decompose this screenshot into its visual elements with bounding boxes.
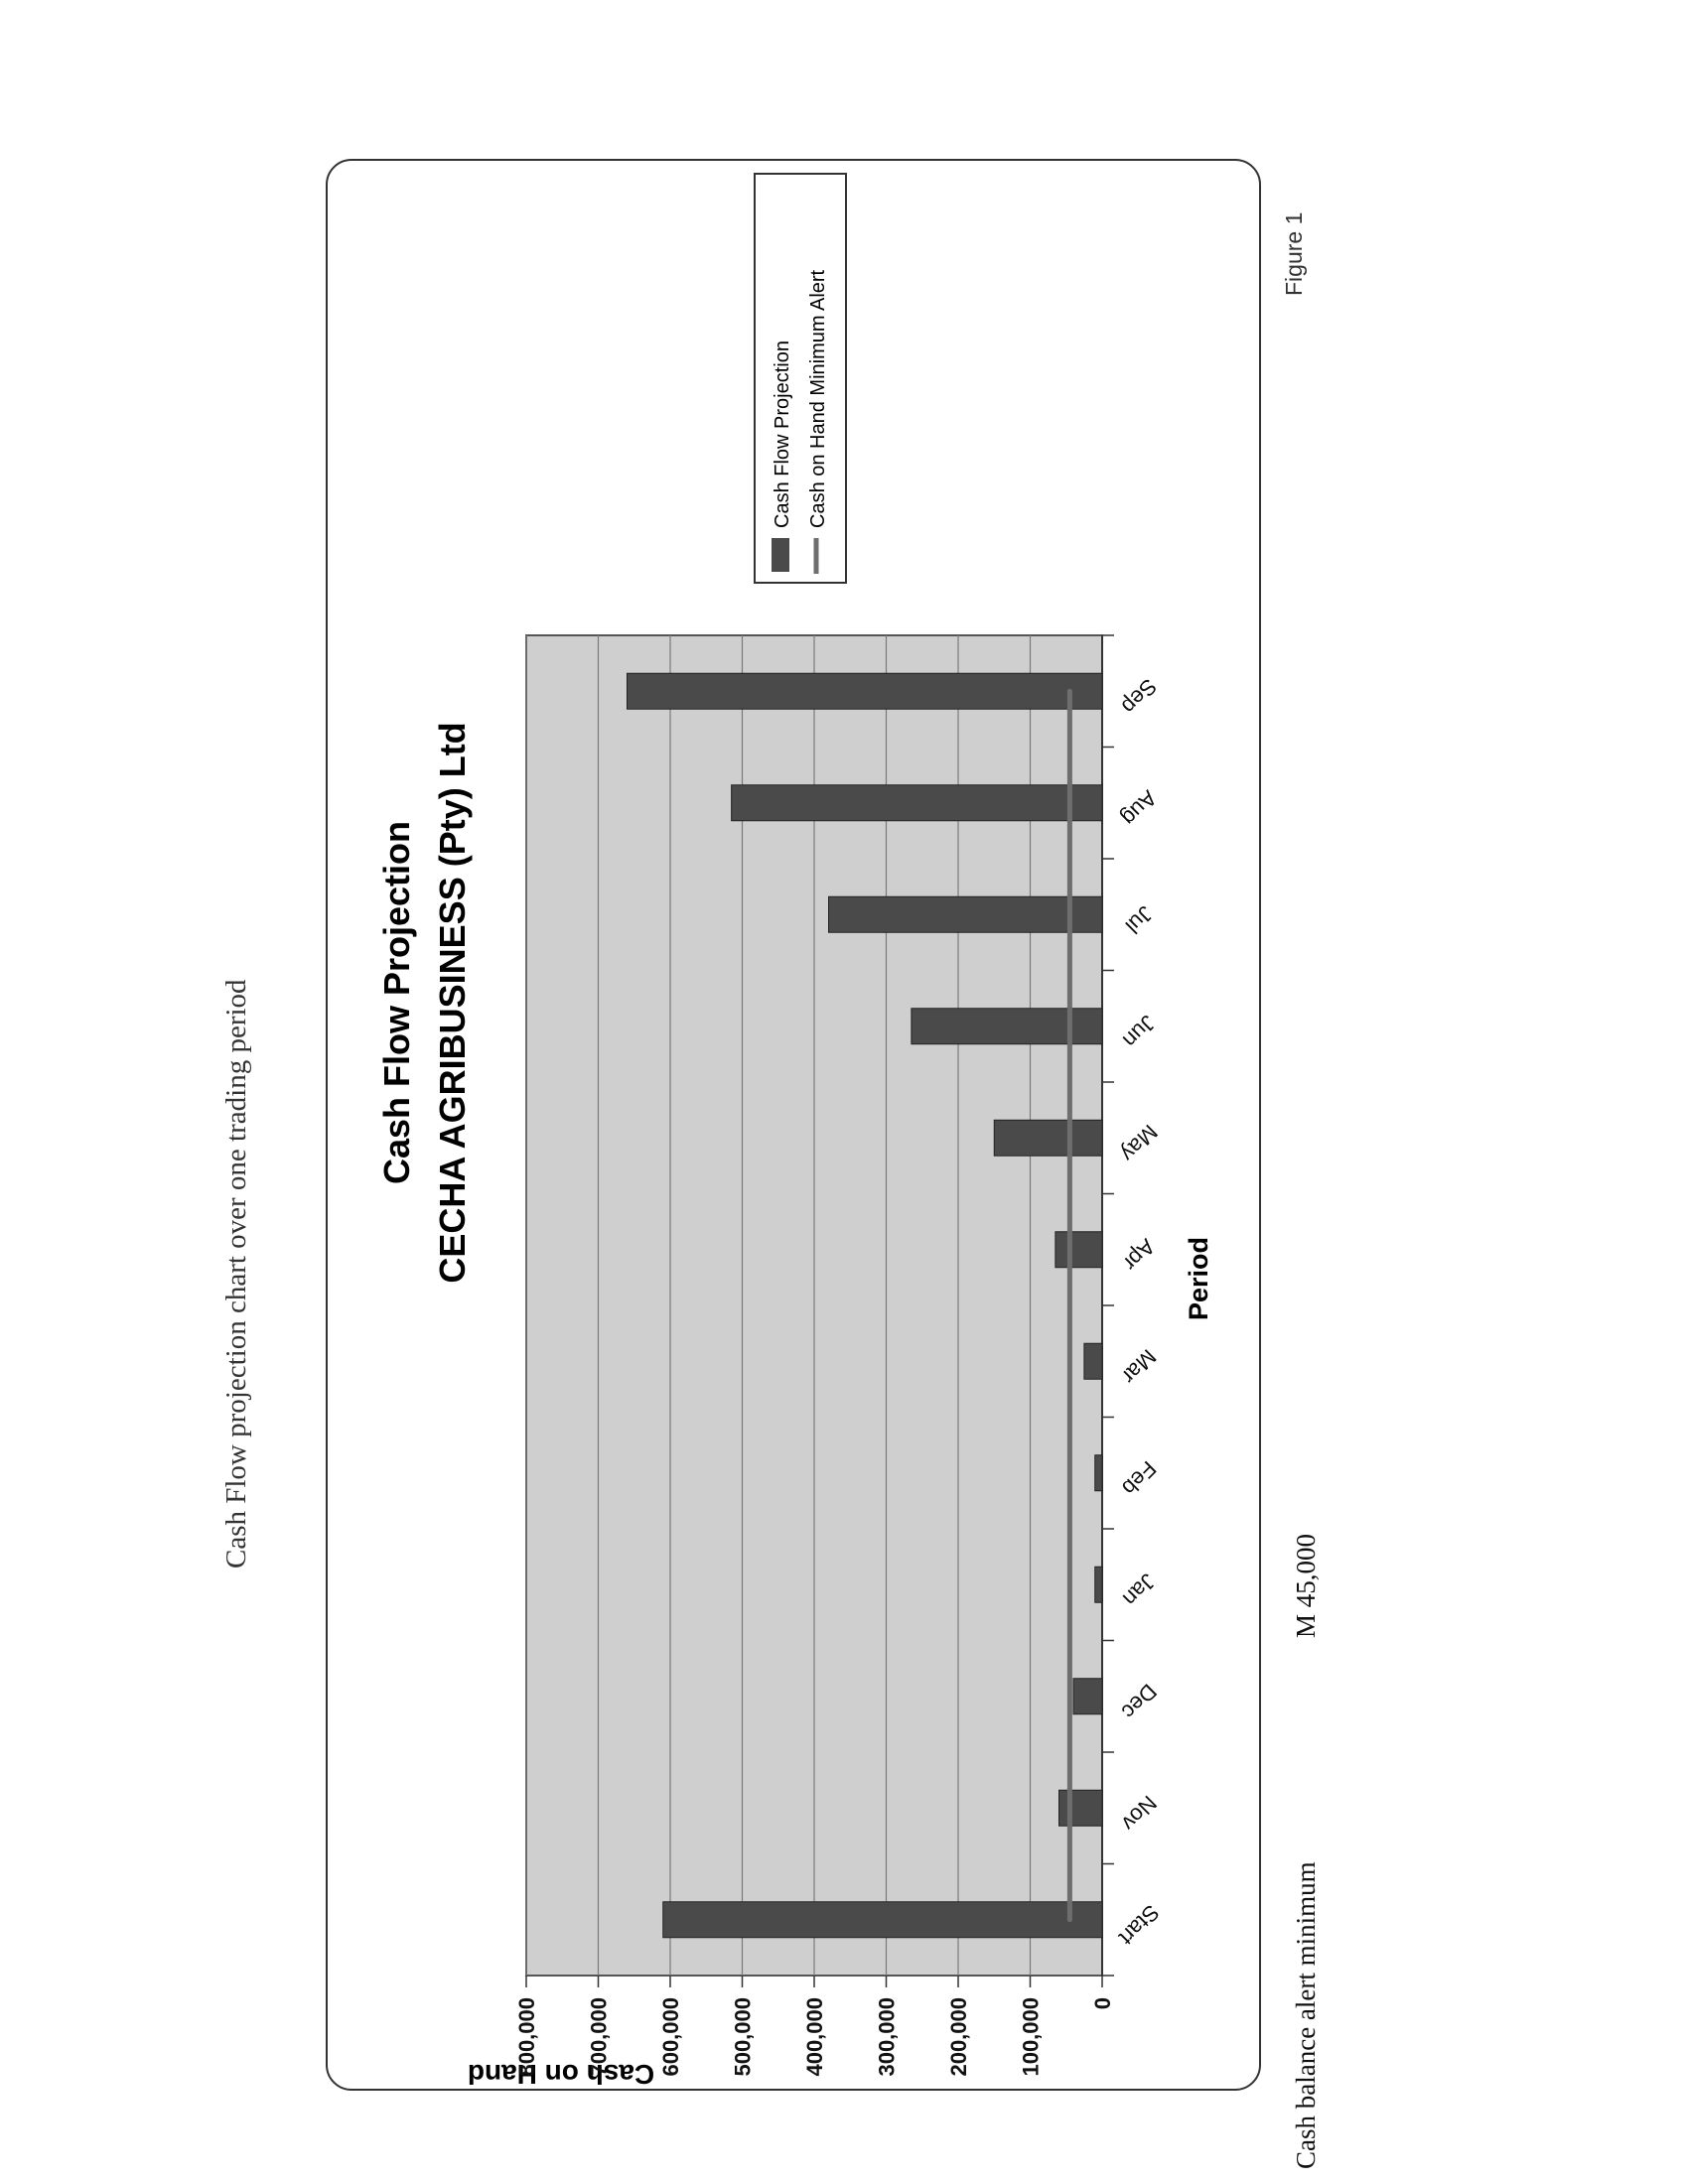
x-axis-label: Period	[1184, 1236, 1213, 1321]
legend-bar-swatch	[772, 538, 789, 572]
chart-subtitle: CECHA AGRIBUSINESS (Pty) Ltd	[432, 722, 473, 1284]
category-label: Feb	[1117, 1455, 1162, 1501]
value-tick-label: 300,000	[874, 1997, 900, 2077]
category-label: Apr	[1118, 1234, 1161, 1277]
alert-minimum-value: M 45,000	[1291, 1533, 1321, 1638]
category-label: Jan	[1117, 1569, 1161, 1611]
category-label: Start	[1114, 1899, 1165, 1951]
category-label: Sep	[1116, 673, 1162, 720]
value-tick-label: 700,000	[586, 1997, 612, 2077]
value-tick-label: 200,000	[946, 1997, 971, 2077]
value-tick-label: 100,000	[1018, 1997, 1044, 2077]
bar	[1095, 1567, 1102, 1602]
category-label: Jun	[1117, 1010, 1161, 1053]
bar	[1073, 1679, 1102, 1714]
category-label: May	[1115, 1120, 1163, 1167]
bar	[829, 896, 1103, 932]
chart-legend	[755, 174, 846, 583]
chart-title: Cash Flow Projection	[376, 820, 417, 1185]
category-label: Mar	[1117, 1344, 1162, 1389]
value-tick-label: 600,000	[658, 1997, 683, 2077]
alert-minimum-label: Cash balance alert minimum	[1291, 1861, 1321, 2169]
bar	[663, 1902, 1102, 1938]
value-tick-label: 800,000	[514, 1997, 539, 2077]
legend-entry-cash-flow: Cash Flow Projection	[772, 341, 793, 528]
bar	[732, 785, 1102, 821]
legend-entry-minimum-alert: Cash on Hand Minimum Alert	[807, 269, 829, 528]
page-caption: Cash Flow projection chart over one trading period	[220, 979, 252, 1569]
bar	[1055, 1232, 1102, 1268]
bar	[1084, 1343, 1102, 1379]
legend-box	[755, 174, 846, 583]
category-label: Aug	[1116, 785, 1162, 831]
value-tick-label: 500,000	[730, 1997, 756, 2077]
bar	[912, 1009, 1102, 1044]
y-axis-label: Cash on Hand	[467, 2059, 655, 2090]
value-tick-label: 0	[1090, 1997, 1115, 2010]
category-label: Dec	[1116, 1679, 1162, 1724]
value-tick-label: 400,000	[802, 1997, 827, 2077]
plot-layer	[526, 635, 1114, 1987]
figure-label: Figure 1	[1281, 211, 1307, 296]
bar	[1059, 1790, 1103, 1826]
category-label: Jul	[1120, 900, 1159, 939]
bar	[1095, 1455, 1102, 1491]
category-label: Nov	[1116, 1790, 1162, 1837]
bar	[628, 673, 1103, 709]
bar	[994, 1120, 1102, 1156]
